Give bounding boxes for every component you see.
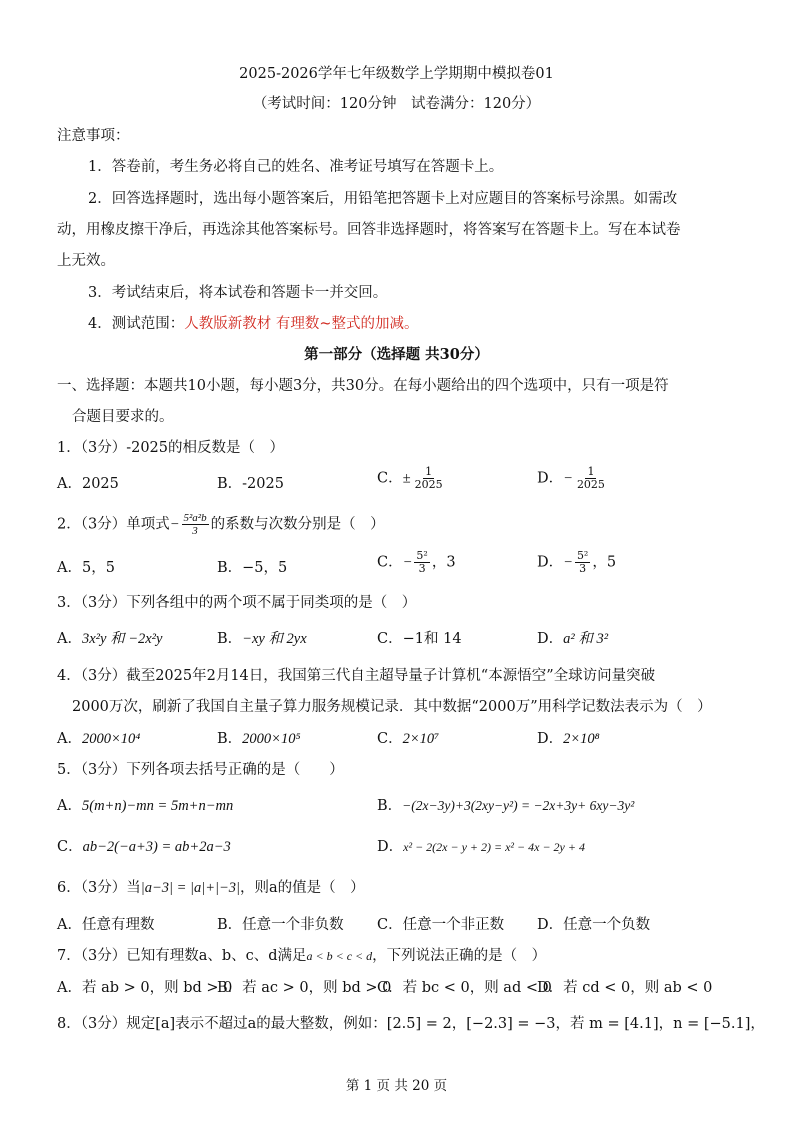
q2-option-a: A．5，5 — [57, 560, 115, 576]
q7-option-d: D．若 cd < 0，则 ab < 0 — [537, 980, 713, 996]
q5-option-a: A．5(m+n)−mn = 5m+n−mn — [57, 798, 234, 814]
note-4-range: 人教版新教材 有理数~整式的加减。 — [184, 316, 419, 332]
q5-option-c: C．ab−2(−a+3) = ab+2a−3 — [57, 839, 231, 855]
q4-stem-line2: 2000万次，刷新了我国自主量子算力服务规模记录．其中数据“2000万”用科学记数法表示为（ ） — [72, 699, 712, 715]
q5-option-b: B．−(2x−3y)+3(2xy−y²) = −2x+3y+ 6xy−3y² — [377, 798, 635, 814]
exam-title: 2025-2026学年七年级数学上学期期中模拟卷01 — [239, 66, 554, 82]
note-2-line2: 动，用橡皮擦干净后，再选涂其他答案标号。回答非选择题时，将答案写在答题卡上。写在本试卷 — [57, 222, 681, 238]
note-2-line3: 上无效。 — [57, 253, 115, 269]
q6-option-b: B．任意一个非负数 — [217, 917, 344, 933]
q2-option-d: D．− $\frac{\text{5²}}{3}$ ，5 — [537, 549, 617, 575]
q2-option-c: C．− $\frac{\text{5²}}{3}$ ，3 — [377, 549, 456, 575]
note-4-prefix: 4．测试范围： — [88, 316, 185, 332]
exam-subtitle: （考试时间：120分钟 试卷满分：120分） — [252, 96, 541, 112]
q8-stem: 8．（3分）规定[a]表示不超过a的最大整数，例如：[2.5] = 2，[−2.3] = −3，若 m = [4.1]，n = [−5.1]， — [57, 1016, 765, 1032]
q3-option-a: A．3x²y 和 −2x²y — [57, 631, 163, 647]
q4-option-c: C．2×10⁷ — [377, 731, 440, 747]
q3-option-c: C．−1和 14 — [377, 631, 462, 647]
q1-stem: 1．（3分）-2025的相反数是（ ） — [57, 440, 285, 456]
q6-option-c: C．任意一个非正数 — [377, 917, 505, 933]
q6-stem: 6．（3分）当|a−3| = |a|+|−3|，则a的值是（ ） — [57, 880, 365, 896]
q2-stem: 2．（3分）单项式− $\frac{\text{5²a²b}}{3}$ 的系数与次数分别是（ ） — [57, 512, 385, 537]
q3-option-b: B．−xy 和 2yx — [217, 631, 307, 647]
q4-option-b: B．2000×10⁵ — [217, 731, 301, 747]
q7-option-b: B．若 ac > 0，则 bd > 0 — [217, 980, 392, 996]
page-footer: 第 1 页 共 20 页 — [345, 1078, 448, 1094]
q7-stem: 7．（3分）已知有理数a、b、c、d满足a < b < c < d，下列说法正确的是（ ） — [57, 948, 547, 964]
fraction: $\frac{\text{5²}}{3}$ — [576, 549, 589, 575]
fraction: $\frac{1}{2025}$ — [576, 465, 605, 491]
part1-intro-line1: 一、选择题：本题共10小题，每小题3分，共30分。在每小题给出的四个选项中，只有一项是符 — [57, 378, 669, 394]
q7-option-c: C．若 bc < 0，则 ad < 0 — [377, 980, 552, 996]
q4-option-d: D．2×10⁸ — [537, 731, 600, 747]
fraction: $\frac{\text{5²a²b}}{3}$ — [183, 512, 207, 537]
q1-option-b: B．-2025 — [217, 476, 284, 492]
note-2-line1: 2．回答选择题时，选出每小题答案后，用铅笔把答题卡上对应题目的答案标号涂黑。如需改 — [88, 191, 678, 207]
q6-option-d: D．任意一个负数 — [537, 917, 651, 933]
q5-option-d: D．x² − 2(2x − y + 2) = x² − 4x − 2y + 4 — [377, 839, 585, 855]
fraction: $\frac{1}{2025}$ — [414, 465, 443, 491]
q1-option-d: D．− $\frac{1}{2025}$ — [537, 465, 605, 491]
q1-option-a: A．2025 — [57, 476, 119, 492]
q2-option-b: B．−5，5 — [217, 560, 288, 576]
notes-heading: 注意事项： — [57, 128, 130, 144]
part1-intro-line2: 合题目要求的。 — [72, 409, 174, 425]
q3-stem: 3．（3分）下列各组中的两个项不属于同类项的是（ ） — [57, 595, 417, 611]
q6-option-a: A．任意有理数 — [57, 917, 155, 933]
q7-option-a: A．若 ab > 0，则 bd > 0 — [57, 980, 233, 996]
q3-option-d: D．a² 和 3² — [537, 631, 609, 647]
q4-option-a: A．2000×10⁴ — [57, 731, 141, 747]
q5-stem: 5．（3分）下列各项去括号正确的是（ ） — [57, 762, 344, 778]
note-4 — [88, 314, 419, 334]
q4-stem-line1: 4．（3分）截至2025年2月14日，我国第三代自主超导量子计算机“本源悟空”全球访问量突破 — [57, 668, 656, 684]
q1-option-c: C．± $\frac{1}{2025}$ — [377, 465, 443, 491]
note-3: 3．考试结束后，将本试卷和答题卡一并交回。 — [88, 285, 388, 301]
note-1: 1．答卷前，考生务必将自己的姓名、准考证号填写在答题卡上。 — [88, 159, 504, 175]
part1-heading: 第一部分（选择题 共30分） — [304, 346, 489, 363]
fraction: $\frac{\text{5²}}{3}$ — [416, 549, 428, 575]
